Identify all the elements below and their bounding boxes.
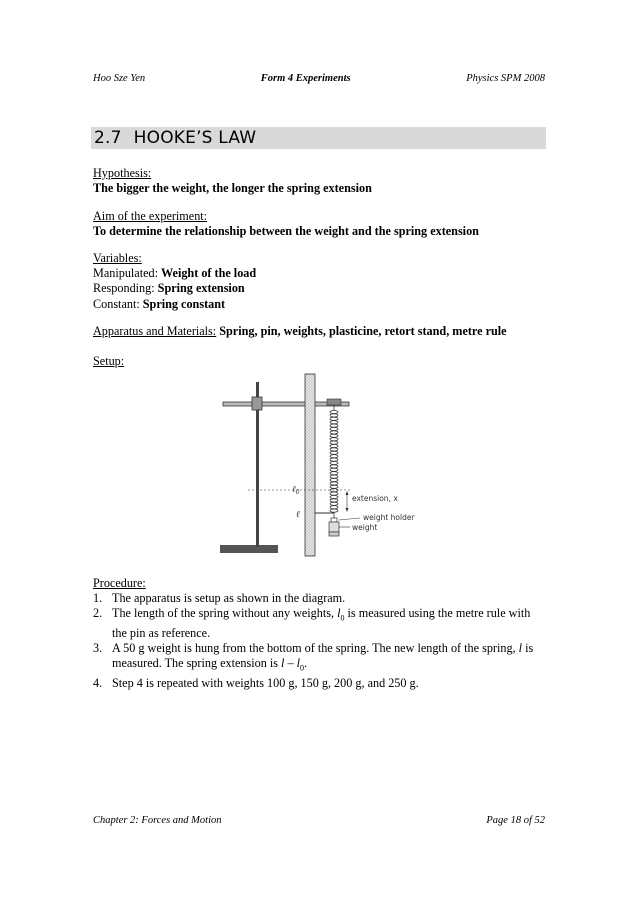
- retort-stand-base: [220, 545, 278, 553]
- extension-label: extension, x: [352, 494, 398, 503]
- aim-text: To determine the relationship between the weight and the spring extension: [93, 224, 479, 239]
- variables-block: [93, 251, 548, 312]
- procedure-step-3: 3. A 50 g weight is hung from the bottom of the spring. The new length of the spring, l is measured. The spring extension is l – $l_0$.: [93, 641, 534, 673]
- apparatus-block: [93, 324, 548, 339]
- section-heading: [94, 128, 256, 148]
- setup-label: Setup:: [93, 354, 125, 368]
- variable-manipulated: [93, 266, 548, 281]
- procedure-step-1: 1. The apparatus is setup as shown in the diagram.: [93, 591, 346, 606]
- hypothesis-block: [93, 166, 548, 196]
- variable-constant-key: Constant:: [93, 296, 140, 311]
- section-number: 2.7: [94, 128, 122, 148]
- procedure-step-4: 4. Step 4 is repeated with weights 100 g, 150 g, 200 g, and 250 g.: [93, 676, 419, 691]
- metre-rule: [305, 374, 315, 556]
- variable-manipulated-value: Weight of the load: [161, 266, 257, 281]
- footer-chapter: Chapter 2: Forces and Motion: [93, 815, 222, 826]
- page-footer: [93, 815, 545, 826]
- apparatus-label: Apparatus and Materials:: [93, 324, 217, 338]
- procedure-step-2: 2. The length of the spring without any weights, $l_0$ is measured using the metre rule with the pin as reference.: [93, 606, 531, 641]
- weight-holder: [331, 518, 337, 522]
- hypothesis-text: The bigger the weight, the longer the spring extension: [93, 181, 372, 196]
- weight: [329, 522, 339, 532]
- l-label: ℓ: [296, 510, 300, 520]
- header-author: Hoo Sze Yen: [93, 73, 146, 84]
- procedure-label: Procedure:: [93, 576, 146, 590]
- clamp: [252, 397, 262, 410]
- procedure-block: [93, 576, 548, 691]
- aim-block: [93, 209, 548, 239]
- apparatus-text: Spring, pin, weights, plasticine, retort stand, metre rule: [219, 324, 507, 338]
- variable-responding-value: Spring extension: [157, 281, 245, 296]
- variables-label: Variables:: [93, 251, 142, 265]
- spring-hook: [327, 399, 341, 405]
- variable-manipulated-key: Manipulated:: [93, 266, 158, 281]
- aim-label: Aim of the experiment:: [93, 209, 208, 223]
- variable-responding: [93, 281, 548, 296]
- weight-label: weight: [352, 523, 378, 532]
- hookes-law-setup-diagram: [210, 368, 424, 558]
- weight-holder-label: weight holder: [363, 513, 415, 522]
- header-subject: Physics SPM 2008: [466, 73, 545, 84]
- setup-block: [93, 354, 548, 369]
- variable-responding-key: Responding:: [93, 281, 155, 296]
- header-document-title: Form 4 Experiments: [260, 73, 351, 84]
- page-header: [93, 73, 545, 84]
- section-title: HOOKE’S LAW: [133, 128, 257, 148]
- hypothesis-label: Hypothesis:: [93, 166, 152, 180]
- variable-constant-value: Spring constant: [142, 296, 226, 311]
- variable-constant: [93, 297, 548, 312]
- footer-page-number: Page 18 of 52: [486, 815, 545, 826]
- l0-label: ℓ$_0$: [292, 485, 300, 496]
- procedure-list: [93, 591, 548, 691]
- spring: [330, 410, 338, 512]
